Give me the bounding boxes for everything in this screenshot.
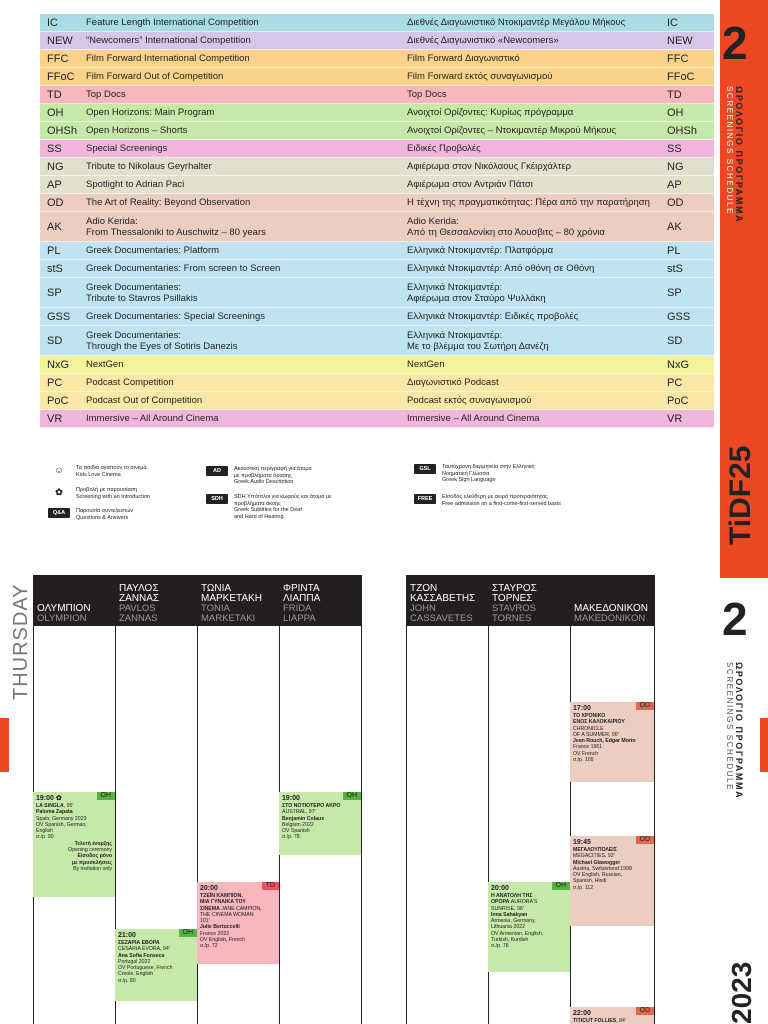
film-title xyxy=(118,940,194,953)
venue-name-en: MAKEDONIKON xyxy=(574,613,646,624)
legend-name-gr: NextGen xyxy=(407,359,445,370)
film-info: Austria, Switzerland 1998 OV English, Russian, Spanish, Hindi σ./p. 112 xyxy=(573,865,632,891)
legend-name-en: Immersive – All Around Cinema xyxy=(86,413,219,424)
screening-card[interactable] xyxy=(488,882,570,972)
legend-code-right: SP xyxy=(667,286,682,299)
legend-name-en: Tribute to Nikolaus Geyrhalter xyxy=(86,161,212,172)
legend-name-en: Adio Kerida: From Thessaloniki to Auschwitz – 80 years xyxy=(86,215,266,238)
legend-name-gr: Adio Kerida: Από τη Θεσσαλονίκη στο Άουσβιτς – 80 χρόνια xyxy=(407,215,605,238)
event-note-en: Opening ceremony xyxy=(68,847,112,854)
legend-code: OH xyxy=(47,106,64,119)
venue-name-gr: ΤΩΝΙΑ ΜΑΡΚΕΤΑΚΗ xyxy=(201,583,262,604)
column-divider xyxy=(361,575,362,1024)
screening-time: 22:00 xyxy=(573,1010,591,1017)
venue-header-0 xyxy=(33,575,115,626)
legend-code: IC xyxy=(47,16,58,29)
legend-name-en: Greek Documentaries: Tribute to Stavros Psillakis xyxy=(86,281,198,304)
day-marker-right xyxy=(760,718,768,772)
legend-code-right: FFC xyxy=(667,52,689,65)
legend-name-gr: Ελληνικά Ντοκιμαντέρ: Με το βλέμμα του Σωτήρη Δανέζη xyxy=(407,329,549,352)
film-info: France 1961 OV French σ./p. 109 xyxy=(573,744,603,764)
legend-code: OD xyxy=(47,196,64,209)
legend-row-ap xyxy=(40,176,714,194)
venue-name-gr: ΣΤΑΥΡΟΣ ΤΟΡΝΕΣ xyxy=(492,583,537,604)
film-title-gr: ΜΕΓΑΛΟΥΠΟΛΕΙΣ xyxy=(573,847,617,853)
qa-badge: Q&A xyxy=(48,508,70,518)
film-info: Spain, Germany 2023 OV Spanish, German, English σ./p. 90 xyxy=(36,815,87,841)
film-title-en: MEGACITIES, 93' xyxy=(573,853,615,860)
venue-name-en: JOHN CASSAVETES xyxy=(410,603,473,624)
legend-row-td xyxy=(40,86,714,104)
legend-name-gr: Podcast εκτός συναγωνισμού xyxy=(407,395,532,406)
legend-row-ohsh xyxy=(40,122,714,140)
legend-name-en: Podcast Out of Competition xyxy=(86,395,203,406)
legend-code-right: OH xyxy=(667,106,684,119)
legend-name-gr: Top Docs xyxy=(407,89,447,100)
film-title-gr: Η ΑΝΑΤΟΛΗ ΤΗΣ ΟΡΟΡΑ xyxy=(491,893,533,906)
column-divider xyxy=(570,575,571,1024)
screening-time: 19:00 ✿ xyxy=(36,795,62,802)
film-title xyxy=(573,713,651,738)
legend-name-en: Film Forward Out of Competition xyxy=(86,71,224,82)
legend-code-right: VR xyxy=(667,412,683,425)
legend-sdh: SDH SDH Υπότιτλοι για κωφούς και άτομα με προβλήματα ακοής Greek Subtitles for the Deaf and Hard of Hearing xyxy=(206,494,332,520)
section-tag: TD xyxy=(262,882,279,890)
legend-row-ic xyxy=(40,14,714,32)
film-title-gr: ΤΖΕΪΝ ΚΑΜΠΙΟΝ, ΜΙΑ ΓΥΝΑΙΚΑ ΤΟΥ ΣΙΝΕΜΑ xyxy=(200,893,246,912)
legend-name-en: Greek Documentaries: Special Screenings xyxy=(86,311,266,322)
legend-row-ffoc xyxy=(40,68,714,86)
legend-name-gr: Ελληνικά Ντοκιμαντέρ: Ειδικές προβολές xyxy=(407,311,579,322)
screening-card[interactable] xyxy=(197,882,279,964)
legend-code: AK xyxy=(47,220,62,233)
legend-code: PL xyxy=(47,244,61,257)
legend-code: GSS xyxy=(47,310,71,323)
event-note-gr-2: Είσοδος μόνο με προσκλήσεις xyxy=(71,853,112,866)
legend-name-gr: Η τέχνη της πραγματικότητας: Πέρα από την παρατήρηση xyxy=(407,197,650,208)
venue-header-6 xyxy=(570,575,654,626)
legend-code-right: PC xyxy=(667,376,683,389)
venue-name-en: STAVROS TORNES xyxy=(492,603,536,624)
legend-name-en: Greek Documentaries: Through the Eyes of Sotiris Danezis xyxy=(86,329,238,352)
column-divider xyxy=(406,575,407,1024)
film-title xyxy=(573,847,651,860)
legend-row-oh xyxy=(40,104,714,122)
film-info: France 2022 OV English, French σ./p. 72 xyxy=(200,930,245,950)
legend-code-right: FFoC xyxy=(667,70,695,83)
legend-row-sts xyxy=(40,260,714,278)
legend-code: stS xyxy=(47,262,63,275)
legend-row-vr xyxy=(40,410,714,428)
film-title-gr: ΤΟ ΧΡΟΝΙΚΟ ΕΝΟΣ ΚΑΛΟΚΑΙΡΙΟΥ xyxy=(573,713,625,726)
film-title-gr: LA SINGLA xyxy=(36,803,64,809)
venue-header-4 xyxy=(406,575,488,626)
legend-code-right: OD xyxy=(667,196,684,209)
screening-time: 19:00 xyxy=(282,795,300,802)
section-tag: OD xyxy=(636,836,655,844)
legend-code-right: TD xyxy=(667,88,682,101)
day-label: THURSDAY xyxy=(10,583,32,700)
legend-name-gr: Διεθνές Διαγωνιστικό «Newcomers» xyxy=(407,35,559,46)
legend-code-right: PoC xyxy=(667,394,689,407)
legend-row-pl xyxy=(40,242,714,260)
legend-code: SD xyxy=(47,334,63,347)
legend-name-en: Top Docs xyxy=(86,89,126,100)
flower-icon: ✿ xyxy=(55,486,63,497)
section-tag: OH xyxy=(179,929,198,937)
legend-row-ffc xyxy=(40,50,714,68)
legend-row-poc xyxy=(40,392,714,410)
venue-name-en: PAVLOS ZANNAS xyxy=(119,603,158,624)
column-divider xyxy=(654,575,655,1024)
legend-code-right: NEW xyxy=(667,34,693,47)
legend-name-en: Special Screenings xyxy=(86,143,168,154)
schedule-title-en-2: SCREENINGS SCHEDULE xyxy=(725,662,734,792)
legend-row-pc xyxy=(40,374,714,392)
year: 2023 xyxy=(726,961,757,1024)
venue-header-1 xyxy=(115,575,197,626)
film-title xyxy=(282,803,358,816)
film-title-en: AURORA'S SUNRISE, 96' xyxy=(491,899,538,912)
legend-table xyxy=(40,14,714,428)
legend-ad: AD Ακουστική περιγραφή για άτομα με προβλήματα όρασης Greek Audio Description xyxy=(206,466,312,486)
legend-code-right: PL xyxy=(667,244,681,257)
venue-name-gr: ΤΖΟΝ ΚΑΣΣΑΒΕΤΗΣ xyxy=(410,583,476,604)
film-title-en: CHRONICLE OF A SUMMER, 90' xyxy=(573,725,619,738)
screening-time: 17:00 xyxy=(573,705,591,712)
schedule-title-gr-2: ΩΡΟΛΟΓΙΟ ΠΡΟΓΡΑΜΜΑ xyxy=(734,662,744,800)
legend-name-gr: Ανοιχτοί Ορίζοντες: Κυρίως πρόγραμμα xyxy=(407,107,574,118)
legend-name-gr: Immersive – All Around Cinema xyxy=(407,413,540,424)
film-info: Portugal 2022 OV Portuguese, French Creole, English σ./p. 80 xyxy=(118,958,173,984)
screening-time: 20:00 xyxy=(200,885,218,892)
screening-card[interactable] xyxy=(279,792,361,855)
legend-name-en: Feature Length International Competition xyxy=(86,17,259,28)
venue-name-en: FRIDA LIAPPA xyxy=(283,603,316,624)
legend-name-gr: Διαγωνιστικό Podcast xyxy=(407,377,499,388)
section-tag: OH xyxy=(343,792,362,800)
legend-row-ak xyxy=(40,212,714,242)
venue-name-gr: ΜΑΚΕΔΟΝΙΚΟΝ xyxy=(574,603,648,614)
sign-language-badge: GSL xyxy=(414,464,436,474)
event-note-gr: Τελετή έναρξης xyxy=(74,840,112,847)
film-title xyxy=(200,893,276,924)
film-info: Armenia, Germany, Lithuania 2022 OV Armenian, English, Turkish, Kurdish σ./p. 78 xyxy=(491,918,544,950)
audio-description-badge: AD xyxy=(206,466,228,476)
legend-row-sp xyxy=(40,278,714,308)
film-title xyxy=(491,893,567,912)
legend-kids: ☺ Τα παιδιά αγαπούν το σινεμά Kids Love Cinema xyxy=(48,465,147,478)
legend-code: PC xyxy=(47,376,63,389)
flower-icon: ✿ xyxy=(53,795,62,802)
film-director: Julie Bertuccelli xyxy=(200,924,240,931)
legend-code: OHSh xyxy=(47,124,77,137)
schedule-title-gr: ΩΡΟΛΟΓΙΟ ΠΡΟΓΡΑΜΜΑ xyxy=(734,86,744,224)
film-director: Jean Rouch, Edgar Morin xyxy=(573,738,636,745)
legend-row-ss xyxy=(40,140,714,158)
legend-code: SS xyxy=(47,142,62,155)
film-director: Paloma Zapata xyxy=(36,809,73,816)
legend-code-right: SD xyxy=(667,334,683,347)
section-tag: OD xyxy=(636,702,655,710)
legend-name-en: Greek Documentaries: From screen to Screen xyxy=(86,263,281,274)
venue-name-gr: ΟΛΥΜΠΙΟΝ xyxy=(37,603,91,614)
venue-name-en: OLYMPION xyxy=(37,613,87,624)
legend-name-en: Greek Documentaries: Platform xyxy=(86,245,220,256)
sdh-badge: SDH xyxy=(206,494,228,504)
film-director: Benjamin Colaux xyxy=(282,815,325,822)
day-marker xyxy=(0,718,9,772)
smile-icon: ☺ xyxy=(54,464,64,475)
venue-name-gr: ΠΑΥΛΟΣ ΖΑΝΝΑΣ xyxy=(119,583,160,604)
section-tag: OD xyxy=(636,1007,655,1015)
legend-name-en: Open Horizons: Main Program xyxy=(86,107,215,118)
section-tag: OH xyxy=(552,882,571,890)
legend-code: NxG xyxy=(47,358,69,371)
screening-card[interactable] xyxy=(570,836,654,926)
legend-code-right: AP xyxy=(667,178,682,191)
legend-name-gr: Αφιέρωμα στον Αντριάν Πάτσι xyxy=(407,179,533,190)
legend-name-gr: Ειδικές Προβολές xyxy=(407,143,481,154)
legend-code-right: SS xyxy=(667,142,682,155)
screening-time: 20:00 xyxy=(491,885,509,892)
legend-row-new xyxy=(40,32,714,50)
legend-code-right: NG xyxy=(667,160,684,173)
legend-gsl: GSL Ταυτόχρονη διερμηνεία στην Ελληνική Νοηματική Γλώσσα Greek Sign Language xyxy=(414,464,535,484)
legend-name-gr: Film Forward εκτός συναγωνισμού xyxy=(407,71,553,82)
venue-header-2 xyxy=(197,575,279,626)
page-number-bottom: 2 xyxy=(722,593,748,645)
film-title-en: JANE CAMPION, THE CINEMA WOMAN 101' xyxy=(200,905,262,925)
legend-code: NEW xyxy=(47,34,73,47)
legend-code: PoC xyxy=(47,394,69,407)
screening-time: 19:45 xyxy=(573,839,591,846)
legend-code: AP xyxy=(47,178,62,191)
legend-row-od xyxy=(40,194,714,212)
film-title-gr: TITICUT FOLLIES xyxy=(573,1018,617,1024)
screening-card[interactable] xyxy=(570,1007,654,1024)
film-title-gr: ΣΤΟ ΝΟΤΙΟΤΕΡΟ ΑΚΡΟ xyxy=(282,803,341,809)
legend-name-gr: Ελληνικά Ντοκιμαντέρ: Πλατφόρμα xyxy=(407,245,554,256)
legend-name-gr: Ελληνικά Ντοκιμαντέρ: Αφιέρωμα στον Σταύρο Ψυλλάκη xyxy=(407,281,546,304)
legend-name-en: NextGen xyxy=(86,359,124,370)
film-title-en: , 84' xyxy=(616,1018,626,1024)
film-info: Belgium 2022 OV Spanish σ./p. 78 xyxy=(282,821,314,841)
legend-name-en: “Newcomers” International Competition xyxy=(86,35,251,46)
legend-row-gss xyxy=(40,308,714,326)
legend-name-gr: Διεθνές Διαγωνιστικό Ντοκιμαντέρ Μεγάλου Μήκους xyxy=(407,17,626,28)
legend-name-en: Podcast Competition xyxy=(86,377,174,388)
venue-header-3 xyxy=(279,575,361,626)
legend-code: FFC xyxy=(47,52,69,65)
legend-name-gr: Ανοιχτοί Ορίζοντες – Ντοκιμαντέρ Μικρού Μήκους xyxy=(407,125,617,136)
legend-name-en: The Art of Reality: Beyond Observation xyxy=(86,197,251,208)
legend-qa: Q&A Παρουσία συντελεστών Questions & Answers xyxy=(48,508,133,521)
schedule-title-en: SCREENINGS SCHEDULE xyxy=(725,86,734,216)
legend-name-en: Film Forward International Competition xyxy=(86,53,250,64)
legend-code: NG xyxy=(47,160,64,173)
screening-card[interactable] xyxy=(33,792,115,897)
film-title xyxy=(573,1018,651,1024)
legend-row-nxg xyxy=(40,356,714,374)
film-title-en: AUSTRAL, 97' xyxy=(282,809,316,816)
legend-code-right: OHSh xyxy=(667,124,697,137)
legend-name-gr: Αφιέρωμα στον Νικόλαους Γκέιρχάλτερ xyxy=(407,161,572,172)
screening-card[interactable] xyxy=(570,702,654,782)
venue-header-5 xyxy=(488,575,570,626)
legend-code-right: AK xyxy=(667,220,682,233)
legend-name-en: Open Horizons – Shorts xyxy=(86,125,188,136)
venue-name-gr: ΦΡΙΝΤΑ ΛΙΑΠΠΑ xyxy=(283,583,321,604)
festival-logo: TiDF25 xyxy=(724,445,757,545)
legend-code: VR xyxy=(47,412,63,425)
free-badge: FREE xyxy=(414,494,436,504)
legend-code: FFoC xyxy=(47,70,75,83)
screening-time: 21:00 xyxy=(118,932,136,939)
legend-name-en: Spotlight to Adrian Paci xyxy=(86,179,185,190)
legend-code-right: NxG xyxy=(667,358,689,371)
page-number-top: 2 xyxy=(722,17,748,69)
event-note-en-2: By invitation only xyxy=(73,865,112,872)
film-director: Inna Sahakyan xyxy=(491,911,528,918)
legend-code-right: IC xyxy=(667,16,678,29)
film-title-en: CESÁRIA ÉVORA, 94' xyxy=(118,946,170,953)
legend-row-sd xyxy=(40,326,714,356)
venue-name-en: TONIA MARKETAKI xyxy=(201,603,256,624)
legend-name-gr: Film Forward Διαγωνιστικό xyxy=(407,53,520,64)
film-title-en: , 95' xyxy=(63,803,74,809)
legend-code-right: GSS xyxy=(667,310,691,323)
legend-code: TD xyxy=(47,88,62,101)
legend-row-ng xyxy=(40,158,714,176)
legend-code: SP xyxy=(47,286,62,299)
film-director: Michael Glawogger xyxy=(573,859,621,866)
legend-name-gr: Ελληνικά Ντοκιμαντέρ: Από οθόνη σε Οθόνη xyxy=(407,263,595,274)
legend-intro: ✿ Προβολή με παρουσίαση Screening with an Introduction xyxy=(48,487,150,500)
legend-code-right: stS xyxy=(667,262,683,275)
film-title-gr: ΣΕΖΑΡΙΑ ΕΒΟΡΑ xyxy=(118,940,160,946)
legend-free: FREE Είσοδος ελεύθερη με σειρά προτεραιότητας Free admission on a first-come-first-served basis xyxy=(414,494,561,507)
section-tag: OH xyxy=(97,792,116,800)
screening-card[interactable] xyxy=(115,929,197,1001)
film-director: Ana Sofia Fonseca xyxy=(118,952,165,959)
